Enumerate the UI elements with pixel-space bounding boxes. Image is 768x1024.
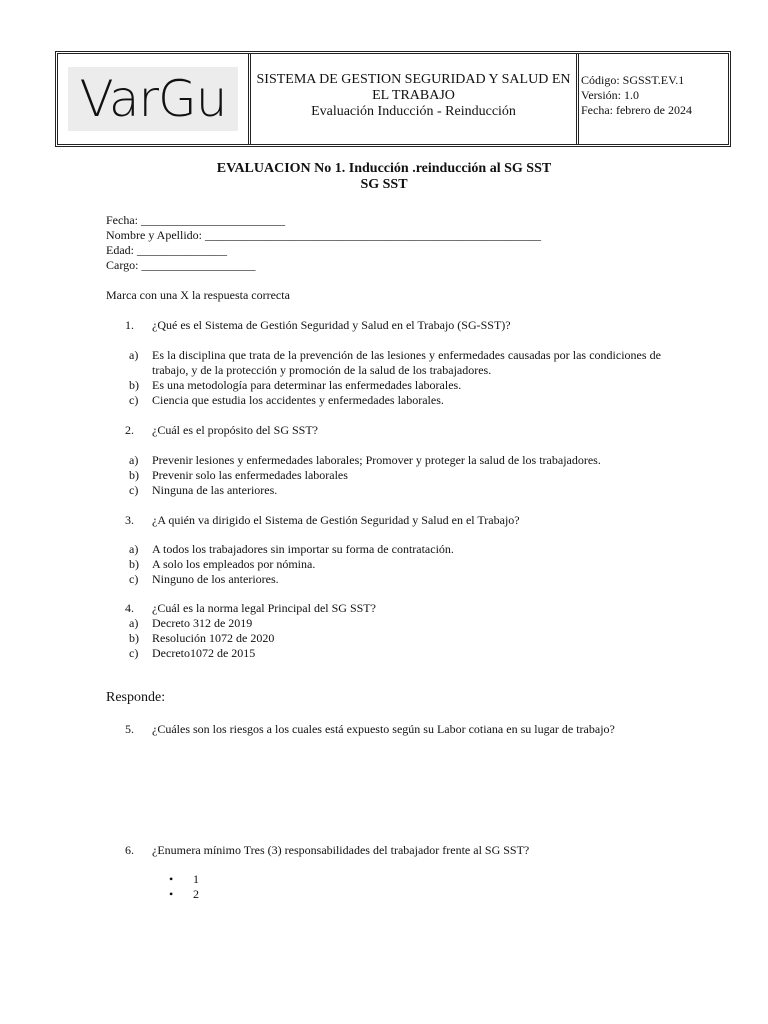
option-text: Decreto1072 de 2015 <box>152 646 256 660</box>
option-text: Es una metodología para determinar las enfermedades laborales. <box>152 378 462 392</box>
question-1-options <box>129 348 661 408</box>
question-4-options <box>129 616 661 661</box>
option-4c[interactable] <box>129 646 661 661</box>
option-1a[interactable] <box>129 348 661 378</box>
evaluation-title-line2: SG SST <box>360 177 408 192</box>
option-letter: c) <box>129 483 139 497</box>
option-text: Ninguno de los anteriores. <box>152 572 279 586</box>
bullet-text: 2 <box>193 887 199 901</box>
option-text: Ninguna de las anteriores. <box>152 483 278 497</box>
field-edad[interactable]: Edad: _______________ <box>106 243 227 257</box>
option-letter: a) <box>129 542 139 556</box>
question-number: 5. <box>125 722 134 736</box>
option-letter: b) <box>129 468 139 482</box>
option-4a[interactable] <box>129 616 661 631</box>
question-text: ¿Enumera mínimo Tres (3) responsabilidades del trabajador frente al SG SST? <box>152 843 530 857</box>
option-4b[interactable] <box>129 631 661 646</box>
bullet-text: 1 <box>193 872 199 886</box>
option-text: A solo los empleados por nómina. <box>152 557 316 571</box>
evaluation-title-line1: EVALUACION No 1. Inducción .reinducción al SG SST <box>216 161 552 176</box>
bullet-icon: • <box>169 872 174 886</box>
field-fecha[interactable]: Fecha: ________________________ <box>106 213 285 227</box>
doc-code: Código: SGSST.EV.1 <box>581 73 685 87</box>
option-2b[interactable] <box>129 468 661 483</box>
question-number: 3. <box>125 513 134 527</box>
header-meta-cell <box>579 54 728 144</box>
option-1c[interactable] <box>129 393 661 408</box>
option-text: Es la disciplina que trata de la prevención de las lesiones y enfermedades causadas por las condiciones de trabajo, y de la protección y promoción de la salud de los trabajadores. <box>152 348 661 377</box>
header-title-cell <box>251 54 579 144</box>
option-letter: c) <box>129 572 139 586</box>
doc-version: Versión: 1.0 <box>581 88 639 102</box>
header-subtitle: Evaluación Inducción - Reinducción <box>311 104 516 119</box>
question-text: ¿Cuál es la norma legal Principal del SG SST? <box>152 601 376 615</box>
option-text: Ciencia que estudia los accidentes y enfermedades laborales. <box>152 393 444 407</box>
field-cargo[interactable]: Cargo: ___________________ <box>106 258 256 272</box>
instruction-text: Marca con una X la respuesta correcta <box>106 288 290 302</box>
option-1b[interactable] <box>129 378 661 393</box>
option-letter: b) <box>129 378 139 392</box>
option-3c[interactable] <box>129 572 661 587</box>
question-text: ¿Qué es el Sistema de Gestión Seguridad y Salud en el Trabajo (SG-SST)? <box>152 318 511 332</box>
bullet-icon: • <box>169 887 174 901</box>
question-text: ¿Cuál es el propósito del SG SST? <box>152 423 318 437</box>
option-2a[interactable] <box>129 453 661 468</box>
question-text: ¿Cuáles son los riesgos a los cuales está expuesto según su Labor cotiana en su lugar de trabajo? <box>152 722 615 736</box>
option-text: Decreto 312 de 2019 <box>152 616 253 630</box>
field-nombre[interactable]: Nombre y Apellido: ________________________________________________________ <box>106 228 541 242</box>
option-text: A todos los trabajadores sin importar su forma de contratación. <box>152 542 454 556</box>
responde-heading: Responde: <box>106 690 166 705</box>
option-letter: c) <box>129 646 139 660</box>
option-text: Prevenir solo las enfermedades laborales <box>152 468 348 482</box>
header-title-line2: EL TRABAJO <box>372 88 455 103</box>
document-header <box>55 51 731 147</box>
question-3-options <box>129 542 661 587</box>
evaluation-title <box>0 161 768 193</box>
company-logo: VarGu <box>68 67 238 131</box>
option-3b[interactable] <box>129 557 661 572</box>
question-text: ¿A quién va dirigido el Sistema de Gestión Seguridad y Salud en el Trabajo? <box>152 513 520 527</box>
question-number: 6. <box>125 843 134 857</box>
answer-bullet-1[interactable] <box>169 872 199 887</box>
option-text: Prevenir lesiones y enfermedades laborales; Promover y proteger la salud de los trabajadores. <box>152 453 601 467</box>
question-number: 4. <box>125 601 134 615</box>
option-2c[interactable] <box>129 483 661 498</box>
question-6-answers <box>169 872 199 902</box>
option-letter: c) <box>129 393 139 407</box>
question-2-options <box>129 453 661 498</box>
answer-bullet-2[interactable] <box>169 887 199 902</box>
option-letter: a) <box>129 616 139 630</box>
option-letter: a) <box>129 348 139 362</box>
option-letter: b) <box>129 557 139 571</box>
logo-cell <box>58 54 251 144</box>
doc-date: Fecha: febrero de 2024 <box>581 103 692 117</box>
question-number: 2. <box>125 423 134 437</box>
personal-fields <box>106 213 541 273</box>
option-text: Resolución 1072 de 2020 <box>152 631 275 645</box>
header-title-line1: SISTEMA DE GESTION SEGURIDAD Y SALUD EN <box>256 72 571 87</box>
question-number: 1. <box>125 318 134 332</box>
option-letter: b) <box>129 631 139 645</box>
option-3a[interactable] <box>129 542 661 557</box>
option-letter: a) <box>129 453 139 467</box>
